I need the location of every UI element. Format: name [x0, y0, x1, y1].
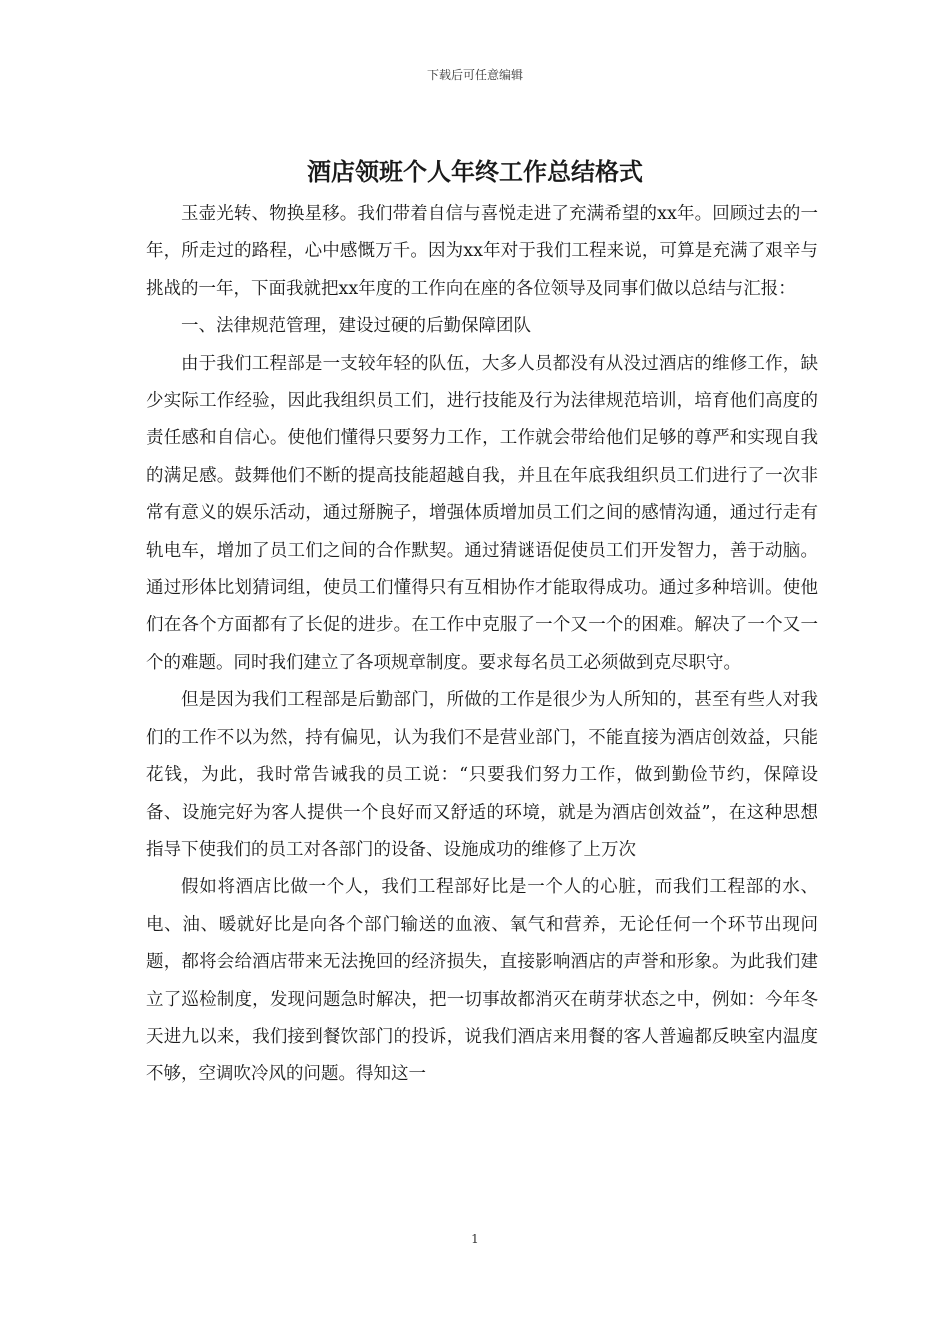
paragraph-training: 由于我们工程部是一支较年轻的队伍，大多人员都没有从没过酒店的维修工作，缺少实际工作经验，因此我组织员工们，进行技能及行为法律规范培训，培育他们高度的责任感和自信心。使他们懂得只要努力工作，工作就会带给他们足够的尊严和实现自我的满足感。鼓舞他们不断的提高技能超越自我，并且在年底我组织员工们进行了一次非常有意义的娱乐活动，通过掰腕子，增强体质增加员工们之间的感情沟通，通过行走有轨电车，增加了员工们之间的合作默契。通过猜谜语促使员工们开发智力，善于动脑。通过形体比划猜词组，使员工们懂得只有互相协作才能取得成功。通过多种培训。使他们在各个方面都有了长促的进步。在工作中克服了一个又一个的困难。解决了一个又一个的难题。同时我们建立了各项规章制度。要求每名员工必须做到克尽职守。: [146, 353, 818, 673]
header-note: 下载后可任意编辑: [426, 68, 523, 82]
document-title: 酒店领班个人年终工作总结格式: [307, 157, 643, 186]
paragraph-logistics: 但是因为我们工程部是后勤部门，所做的工作是很少为人所知的，甚至有些人对我们的工作不以为然，持有偏见，认为我们不是营业部门，不能直接为酒店创效益，只能花钱，为此，我时常告诫我的员工说：“只要我们努力工作，做到勤俭节约，保障设备、设施完好为客人提供一个良好而又舒适的环境，就是为酒店创效益”，在这种思想指导下使我们的员工对各部门的设备、设施成功的维修了上万次: [146, 690, 818, 860]
paragraph-inspection: 假如将酒店比做一个人，我们工程部好比是一个人的心脏，而我们工程部的水、电、油、暖就好比是向各个部门输送的血液、氧气和营养，无论任何一个环节出现问题，都将会给酒店带来无法挽回的经济损失，直接影响酒店的声誉和形象。为此我们建立了巡检制度，发现问题急时解决，把一切事故都消灭在萌芽状态之中，例如：今年冬天进九以来，我们接到餐饮部门的投诉，说我们酒店来用餐的客人普遍都反映室内温度不够，空调吹冷风的问题。得知这一: [146, 877, 818, 1085]
paragraph-intro: 玉壶光转、物换星移。我们带着自信与喜悦走进了充满希望的xx年。回顾过去的一年，所走过的路程，心中感慨万千。因为xx年对于我们工程来说，可算是充满了艰辛与挑战的一年，下面我就把xx年度的工作向在座的各位领导及同事们做以总结与汇报：: [146, 204, 818, 299]
document-body: [146, 196, 818, 1094]
page-number: 1: [471, 1232, 479, 1246]
section-heading: 一、法律规范管理，建设过硬的后勤保障团队: [181, 316, 531, 337]
